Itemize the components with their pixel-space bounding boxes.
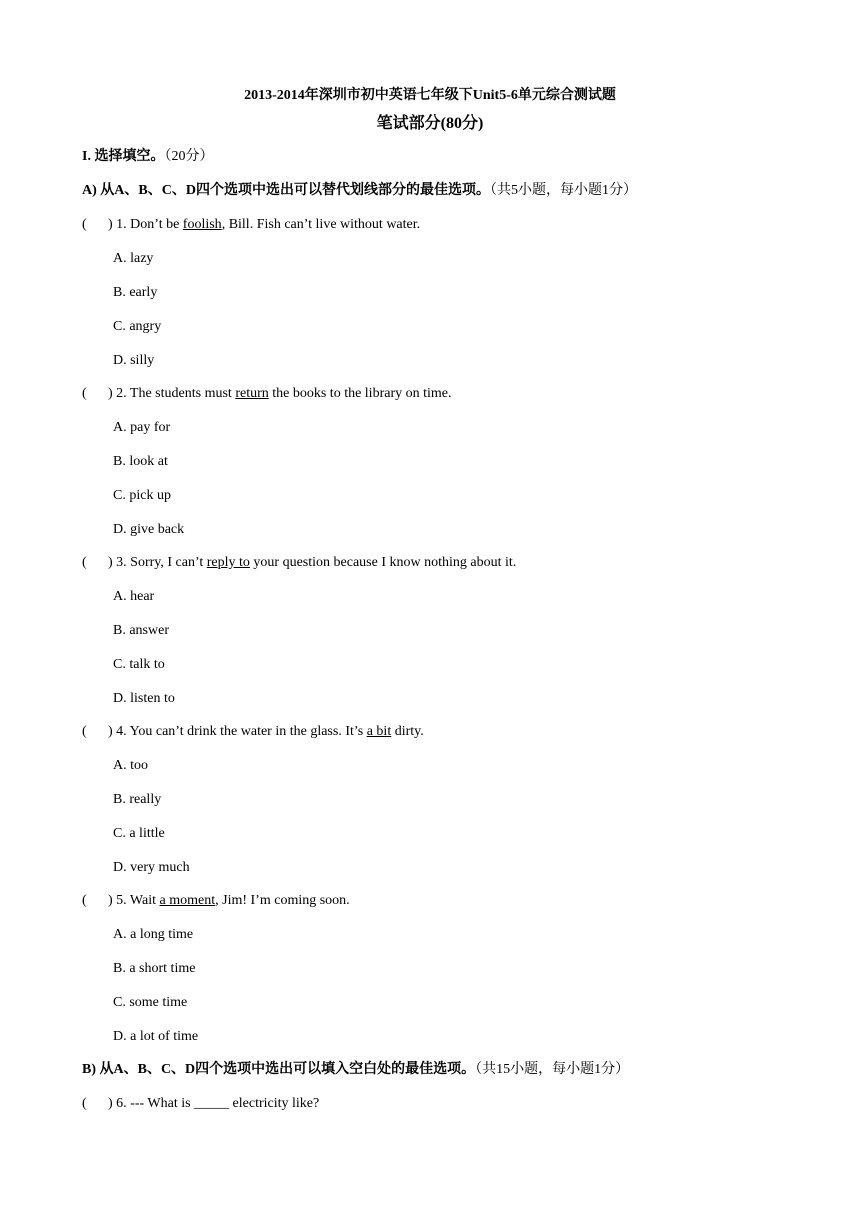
question-text-post: your question because I know nothing about it. — [249, 555, 517, 570]
question-1 — [82, 215, 420, 235]
answer-paren-close: ) — [108, 724, 113, 739]
part-a-heading — [82, 181, 637, 201]
answer-paren-close: ) — [108, 893, 113, 908]
answer-paren-open: ( — [82, 217, 87, 232]
part-b-heading-text: B) 从A、B、C、D四个选项中选出可以填入空白处的最佳选项。 — [82, 1062, 476, 1077]
question-text: 6. --- What is _____ electricity like? — [112, 1096, 320, 1111]
underlined-word: a moment — [159, 893, 216, 908]
q2-option-d: D. give back — [113, 522, 185, 537]
answer-paren-open: ( — [82, 555, 87, 570]
question-text-pre: 4. You can’t drink the water in the glass. It’s — [112, 724, 367, 739]
underlined-word: reply to — [206, 555, 250, 570]
q3-option-a: A. hear — [113, 589, 155, 604]
part-a-heading-text: A) 从A、B、C、D四个选项中选出可以替代划线部分的最佳选项。 — [82, 183, 490, 198]
answer-paren-open: ( — [82, 1096, 87, 1111]
underlined-word: foolish — [182, 217, 222, 232]
question-text-post: dirty. — [391, 724, 424, 739]
question-text-post: , Jim! I’m coming soon. — [215, 893, 350, 908]
q2-option-c: C. pick up — [113, 488, 171, 503]
answer-paren-open: ( — [82, 893, 87, 908]
q4-option-d: D. very much — [113, 860, 190, 875]
q1-option-d: D. silly — [113, 353, 155, 368]
answer-paren-open: ( — [82, 386, 87, 401]
answer-paren-open: ( — [82, 724, 87, 739]
q2-option-a: A. pay for — [113, 420, 171, 435]
section-1-note: （20分） — [164, 149, 214, 164]
answer-paren-close: ) — [108, 386, 113, 401]
question-text-post: , Bill. Fish can’t live without water. — [221, 217, 421, 232]
question-text-pre: 3. Sorry, I can’t — [112, 555, 207, 570]
q1-option-c: C. angry — [113, 319, 162, 334]
part-b-note: （共15小题，每小题1分） — [475, 1062, 630, 1077]
question-text-pre: 5. Wait — [112, 893, 160, 908]
q1-option-a: A. lazy — [113, 251, 154, 266]
part-a-note: （共5小题，每小题1分） — [489, 183, 637, 198]
q5-option-b: B. a short time — [113, 961, 196, 976]
q4-option-a: A. too — [113, 758, 148, 773]
q1-option-b: B. early — [113, 285, 158, 300]
answer-paren-close: ) — [108, 1096, 113, 1111]
q4-option-c: C. a little — [113, 826, 165, 841]
q5-option-a: A. a long time — [113, 927, 194, 942]
q3-option-d: D. listen to — [113, 691, 175, 706]
underlined-word: return — [235, 386, 269, 401]
q5-option-c: C. some time — [113, 995, 188, 1010]
question-4 — [82, 722, 424, 742]
question-2 — [82, 384, 452, 404]
question-text-pre: 1. Don’t be — [112, 217, 183, 232]
q5-option-d: D. a lot of time — [113, 1029, 199, 1044]
q3-option-c: C. talk to — [113, 657, 165, 672]
question-3 — [82, 553, 516, 573]
underlined-word: a bit — [366, 724, 392, 739]
q2-option-b: B. look at — [113, 454, 168, 469]
question-text-post: the books to the library on time. — [268, 386, 452, 401]
answer-paren-close: ) — [108, 217, 113, 232]
question-6 — [82, 1094, 319, 1114]
exam-subtitle: 笔试部分(80分) — [376, 115, 484, 132]
q4-option-b: B. really — [113, 792, 162, 807]
question-text-pre: 2. The students must — [112, 386, 236, 401]
section-1-heading — [82, 147, 213, 167]
answer-paren-close: ) — [108, 555, 113, 570]
q3-option-b: B. answer — [113, 623, 169, 638]
part-b-heading — [82, 1060, 629, 1080]
question-5 — [82, 891, 350, 911]
exam-title: 2013-2014年深圳市初中英语七年级下Unit5-6单元综合测试题 — [244, 88, 616, 103]
section-1-heading-text: I. 选择填空。 — [82, 149, 165, 164]
